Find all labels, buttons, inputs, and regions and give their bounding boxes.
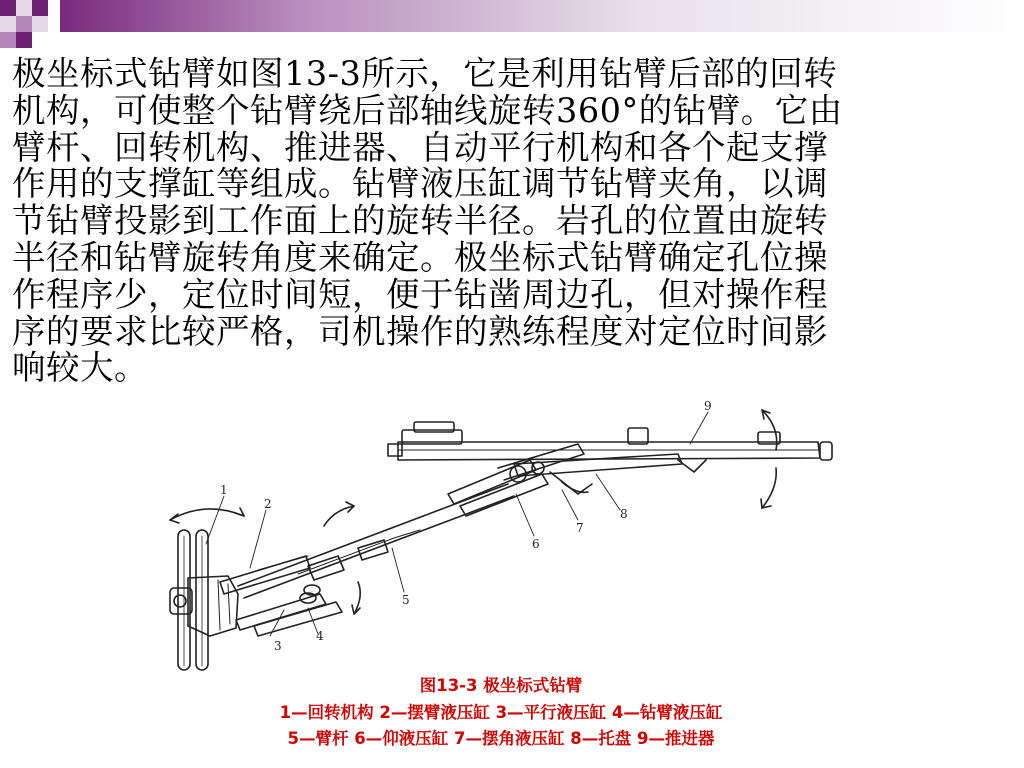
label-8: 8 bbox=[620, 507, 628, 521]
label-3: 3 bbox=[274, 639, 282, 653]
body-line: 作程序少，定位时间短，便于钻凿周边孔，但对操作程 bbox=[12, 274, 828, 314]
pitch-arrow bbox=[324, 506, 354, 526]
deco-square bbox=[0, 0, 16, 16]
body-line: 作用的支撑缸等组成。钻臂液压缸调节钻臂夹角，以调 bbox=[12, 164, 828, 204]
label-4: 4 bbox=[316, 629, 324, 643]
body-line: 极坐标式钻臂如图13-3所示，它是利用钻臂后部的回转 bbox=[12, 54, 838, 93]
leader-lines bbox=[206, 412, 708, 636]
label-5: 5 bbox=[402, 593, 410, 607]
rotation-arrow bbox=[170, 509, 244, 520]
body-line: 机构，可使整个钻臂绕后部轴线旋转360°的钻臂。它由 bbox=[12, 90, 843, 130]
feeder-beam bbox=[388, 422, 832, 472]
title-bar-gradient bbox=[60, 0, 1024, 32]
deco-square bbox=[16, 0, 32, 16]
deco-square bbox=[32, 16, 48, 32]
label-9: 9 bbox=[704, 399, 712, 413]
deco-square bbox=[16, 16, 32, 32]
drill-boom-figure bbox=[158, 398, 844, 672]
base-columns bbox=[178, 530, 208, 670]
deco-square bbox=[0, 32, 16, 48]
drill-boom-drawing bbox=[158, 398, 844, 672]
label-7: 7 bbox=[576, 521, 584, 535]
head-cylinders bbox=[448, 444, 584, 516]
body-line: 半径和钻臂旋转角度来确定。极坐标式钻臂确定孔位操 bbox=[12, 237, 828, 277]
rotation-mechanism bbox=[170, 576, 238, 636]
figure-caption-legend-1: 1—回转机构 2—摆臂液压缸 3—平行液压缸 4—钻臂液压缸 bbox=[279, 703, 723, 722]
body-line: 序的要求比较严格，司机操作的熟练程度对定位时间影 bbox=[12, 311, 828, 351]
label-2: 2 bbox=[264, 497, 272, 511]
label-1: 1 bbox=[220, 483, 228, 497]
deco-square bbox=[16, 32, 32, 48]
figure-caption-title: 图13-3 极坐标式钻臂 bbox=[419, 676, 583, 695]
body-paragraph bbox=[12, 56, 1012, 387]
body-line: 节钻臂投影到工作面上的旋转半径。岩孔的位置由旋转 bbox=[12, 201, 828, 241]
figure-caption-legend-2: 5—臂杆 6—仰液压缸 7—摆角液压缸 8—托盘 9—推进器 bbox=[287, 729, 715, 748]
label-6: 6 bbox=[532, 537, 540, 551]
lower-cylinders bbox=[236, 585, 342, 636]
body-line: 臂杆、回转机构、推进器、自动平行机构和各个起支撑 bbox=[12, 127, 828, 167]
deco-square bbox=[32, 0, 48, 16]
body-line: 响较大。 bbox=[12, 348, 148, 388]
deco-square bbox=[0, 16, 16, 32]
